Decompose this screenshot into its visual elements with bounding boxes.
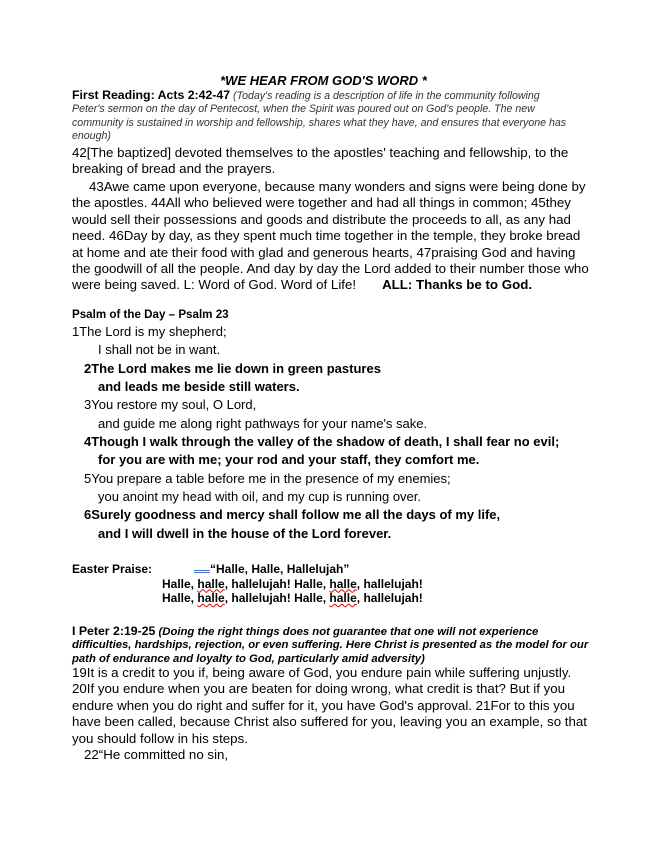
easter-praise-label: Easter Praise: xyxy=(72,562,153,576)
acts-verses-43-47: 43Awe came upon everyone, because many wonders and signs were being done by the apostles. 44All who believed were together and had all things in common; 45they would sell their possessions and goods and distribute the proceeds to all, as any had need. 46Day by day, as they spent much time together in the temple, they broke bread at home and ate their food with glad and generous hearts, 47praising God and having the goodwill of all the people. And day by day the Lord added to their number those who were being saved. L: Word of God. Word of Life! ALL: Thanks be to God. xyxy=(72,179,589,293)
first-reading-intro: First Reading: Acts 2:42-47 (Today's reading is a description of life in the community following Peter's sermon on the day of Pentecost, when the Spirit was poured out on God's people. The new community is sustained in worship and fellowship, shares what they have, and ensures that everyone has enough) xyxy=(72,88,567,143)
psalm-line: for you are with me; your rod and your staff, they comfort me. xyxy=(98,452,480,468)
refrain-line: Halle, halle, hallelujah! Halle, halle, hallelujah! xyxy=(162,591,423,606)
psalm-section xyxy=(72,307,592,543)
psalm-line: and I will dwell in the house of the Lord forever. xyxy=(98,525,392,541)
psalm-line: you anoint my head with oil, and my cup is running over. xyxy=(98,489,422,505)
first-reading-heading: First Reading: Acts 2:42-47 xyxy=(72,88,231,102)
psalm-heading: Psalm of the Day – Psalm 23 xyxy=(72,308,229,321)
second-reading-intro: I Peter 2:19-25 (Doing the right things does not guarantee that one will not experience difficulties, hardships, rejection, or even suffering. Here Christ is presented as the model for our path of endurance and loyalty to God, particularly amid adversity) xyxy=(72,624,589,665)
acts-verse-42: 42[The baptized] devoted themselves to the apostles' teaching and fellowship, to the breaking of bread and the prayers. xyxy=(72,145,569,177)
psalm-line: I shall not be in want. xyxy=(98,342,221,358)
psalm-line: 1The Lord is my shepherd; xyxy=(72,324,227,339)
psalm-line: 4Though I walk through the valley of the shadow of death, I shall fear no evil; xyxy=(84,434,560,450)
easter-praise xyxy=(72,562,592,606)
refrain-line: Halle, halle, hallelujah! Halle, halle, hallelujah! xyxy=(162,576,423,591)
congregation-response: ALL: Thanks be to God. xyxy=(382,277,533,293)
psalm-line: 3You restore my soul, O Lord, xyxy=(84,397,257,413)
page-title: *WE HEAR FROM GOD'S WORD * xyxy=(220,73,427,88)
psalm-line: 6Surely goodness and mercy shall follow me all the days of my life, xyxy=(84,507,501,523)
psalm-lines xyxy=(72,323,592,543)
peter-verses: 19It is a credit to you if, being aware of God, you endure pain while suffering unjustly. 20If you endure when you are beaten for doing wrong, what credit is that? But if you endure when you do right and suffer for it, you have God's approval. 21For to this you have been called, because Christ also suffered for you, leaving you an example, so that you should follow in his steps. 22“He committed no sin, xyxy=(72,665,587,763)
psalm-line: and guide me along right pathways for your name's sake. xyxy=(98,415,428,431)
psalm-line: 2The Lord makes me lie down in green pastures xyxy=(84,360,381,376)
psalm-line: and leads me beside still waters. xyxy=(98,379,300,395)
field-marker xyxy=(194,562,210,573)
psalm-line: 5You prepare a table before me in the presence of my enemies; xyxy=(84,470,451,486)
song-title: “Halle, Halle, Hallelujah” xyxy=(210,562,350,576)
second-reading-heading: I Peter 2:19-25 xyxy=(72,624,156,638)
